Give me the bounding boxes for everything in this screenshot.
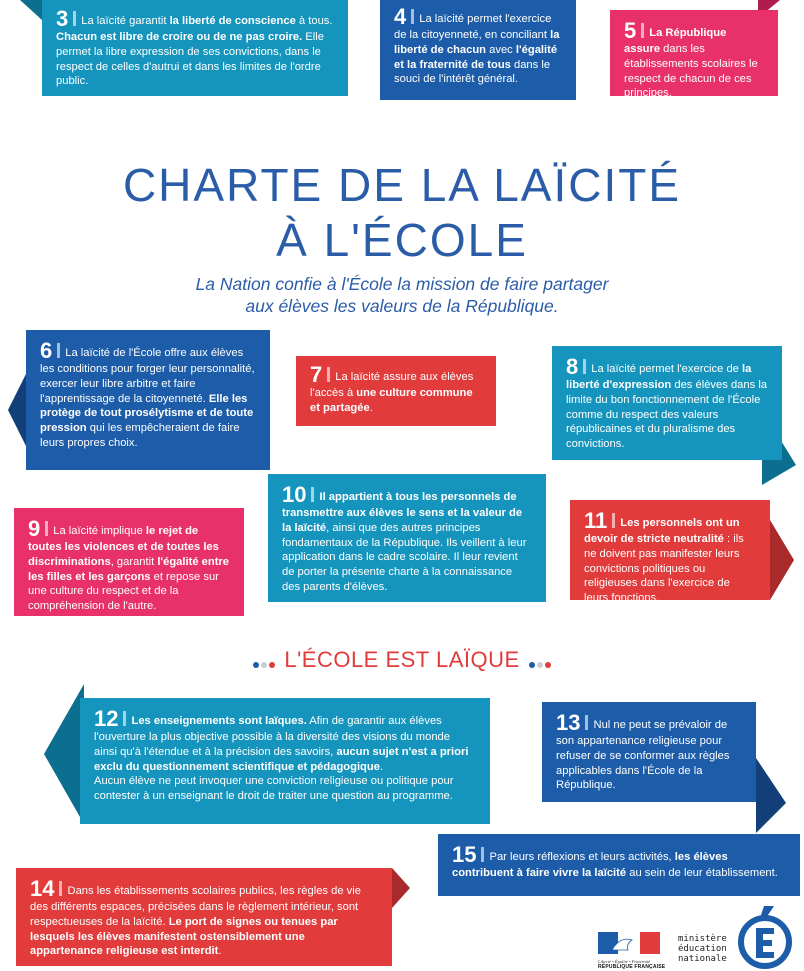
- article-5: 5 La République assure dans les établissements scolaires le respect de chacun de ces principes.: [610, 10, 778, 96]
- article-3: 3 La laïcité garantit la liberté de conscience à tous. Chacun est libre de croire ou de ne pas croire. Elle permet la libre expression de ses convictions, dans le respect de celles d'autrui et dans les limites de l'ordre public.: [42, 0, 348, 96]
- page-subtitle: La Nation confie à l'École la mission de faire partager aux élèves les valeurs de la République.: [195, 274, 609, 316]
- article-number: 12: [94, 706, 119, 731]
- e-accent-logo-icon: [734, 904, 796, 970]
- divider-bar: [45, 521, 48, 536]
- divider-bar: [311, 487, 314, 502]
- article-4: 4 La laïcité permet l'exercice de la citoyenneté, en conciliant la liberté de chacun avec l'égalité et la fraternité de tous dans le souci de l'intérêt général.: [380, 0, 576, 100]
- article-number: 11: [584, 508, 608, 533]
- divider-bar: [612, 513, 615, 528]
- marianne-flag-icon: [598, 932, 660, 954]
- article-number: 13: [556, 710, 581, 735]
- page-title: CHARTE DE LA LAÏCITÉ À L'ÉCOLE: [122, 159, 682, 266]
- article-number: 3: [56, 6, 69, 31]
- article-number: 14: [30, 876, 55, 901]
- article-7: 7 La laïcité assure aux élèves l'accès à une culture commune et partagée.: [296, 356, 496, 426]
- divider-bar: [59, 881, 62, 896]
- ministere-education-nationale-logo: ministère éducation nationale: [678, 904, 798, 970]
- article-10: 10 Il appartient à tous les personnels de transmettre aux élèves le sens et la valeur de la laïcité, ainsi que des autres principes fondamentaux de la République. Ils veillent à leur application dans le cadre scolaire. Il leur revient de porter la présente charte à la connaissance des parents d'élèves.: [268, 474, 546, 602]
- article-14: 14 Dans les établissements scolaires publics, les règles de vie des différents espaces, précisées dans le règlement intérieur, sont respectueuses de la laïcité. Le port de signes ou tenues par lesquels les élèves manifestent ostensiblement une appartenance religieuse est interdit.: [16, 868, 392, 966]
- section-title: L'ÉCOLE EST LAÏQUE: [0, 647, 804, 674]
- divider-bar: [57, 343, 60, 358]
- article-number: 9: [28, 516, 41, 541]
- divider-bar: [481, 847, 484, 862]
- tricolor-dots-icon: [252, 648, 276, 674]
- article-number: 4: [394, 4, 407, 29]
- ribbon-fold: [770, 520, 794, 600]
- article-15: 15 Par leurs réflexions et leurs activités, les élèves contribuent à faire vivre la laïcité au sein de leur établissement.: [438, 834, 800, 896]
- tricolor-dots-icon: [528, 648, 552, 674]
- article-11: 11 Les personnels ont un devoir de stricte neutralité : ils ne doivent pas manifester leurs convictions politiques ou religieuses dans l'exercice de leurs fonctions.: [570, 500, 770, 600]
- ribbon-fold: [44, 684, 84, 824]
- divider-bar: [641, 23, 644, 38]
- ribbon-fold: [756, 758, 786, 833]
- article-8: 8 La laïcité permet l'exercice de la liberté d'expression des élèves dans la limite du bon fonctionnement de l'École comme du respect des valeurs républicaines et du pluralisme des convictions.: [552, 346, 782, 460]
- ribbon-fold: [20, 0, 42, 20]
- divider-bar: [73, 11, 76, 26]
- divider-bar: [585, 715, 588, 730]
- article-12: 12 Les enseignements sont laïques. Afin de garantir aux élèves l'ouverture la plus objective possible à la diversité des visions du monde ainsi qu'à l'étendue et à la précision des savoirs, aucun sujet n'est a priori exclu du questionnement scientifique et pédagogique. Aucun élève ne peut invoquer une conviction religieuse ou politique pour contester à un enseignant le droit de traiter une question au programme.: [80, 698, 490, 824]
- article-9: 9 La laïcité implique le rejet de toutes les violences et de toutes les discriminations, garantit l'égalité entre les filles et les garçons et repose sur une culture du respect et de la compréhension de l'autre.: [14, 508, 244, 616]
- article-number: 10: [282, 482, 307, 507]
- divider-bar: [123, 711, 126, 726]
- divider-bar: [411, 9, 414, 24]
- article-number: 7: [310, 362, 323, 387]
- article-number: 6: [40, 338, 53, 363]
- republique-francaise-logo: Liberté • Égalité • Fraternité RÉPUBLIQUE FRANÇAISE: [598, 932, 660, 968]
- article-13: 13 Nul ne peut se prévaloir de son appartenance religieuse pour refuser de se conformer aux règles applicables dans l'École de la République.: [542, 702, 756, 802]
- article-number: 8: [566, 354, 579, 379]
- divider-bar: [583, 359, 586, 374]
- article-6: 6 La laïcité de l'École offre aux élèves les conditions pour forger leur personnalité, exercer leur libre arbitre et faire l'apprentissage de la citoyenneté. Elle les protège de tout prosélytisme et de toute pression qui les empêcheraient de faire leurs propres choix.: [26, 330, 270, 470]
- divider-bar: [327, 367, 330, 382]
- ribbon-fold: [392, 868, 410, 908]
- article-number: 5: [624, 18, 637, 43]
- article-number: 15: [452, 842, 477, 867]
